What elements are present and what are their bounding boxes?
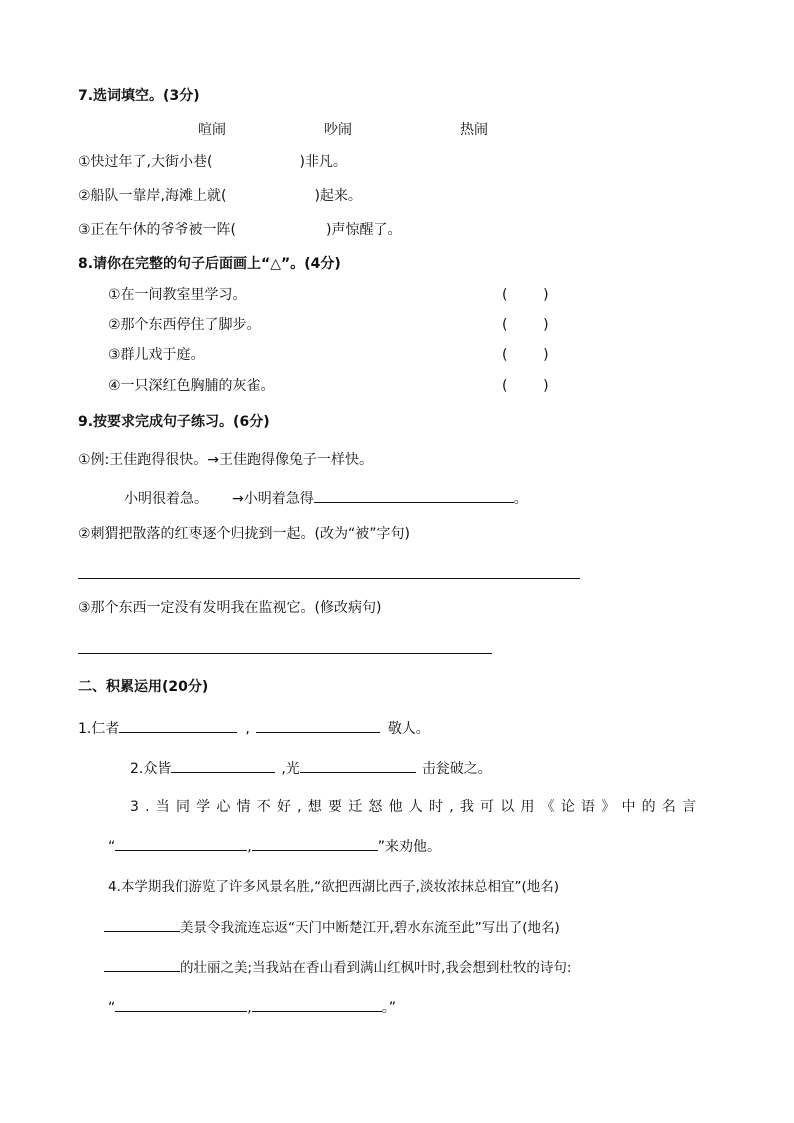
sec2-l3b-blank-2[interactable] [252,836,378,851]
q9-example: ①例:王佳跑得很快。→王佳跑得像兔子一样快。 [78,452,373,468]
q7-item-3 [78,220,401,240]
q9-example-question [124,488,528,509]
q9-example-q-end: 。 [513,491,528,507]
q7-item-3-pre: ③正在午休的爷爷被一阵( [78,222,237,238]
sec2-l2-a: 2.众皆 [130,761,172,777]
q9-example-q-b: →小明着急得 [232,491,314,507]
q8-answer-3[interactable]: ( ) [502,347,549,363]
q8-title: 8.请你在完整的句子后面画上“△”。(4分) [78,256,341,272]
sec2-line-6 [104,957,571,978]
sec2-l2-blank-2[interactable] [300,758,416,773]
q7-item-2 [78,186,362,206]
sec2-l5-blank[interactable] [104,917,180,932]
sec2-l2-c: 击瓮破之。 [421,761,492,777]
sec2-l5-text: 美景令我流连忘返“天门中断楚江开,碧水东流至此”写出了(地名) [180,920,560,936]
q7-item-1-post: )非凡。 [299,154,347,170]
sec2-l2-blank-1[interactable] [171,758,275,773]
sec2-l3b-close: ”来劝他。 [377,839,441,855]
sec2-l3b-comma: , [247,839,252,855]
q8-answer-4[interactable]: ( ) [502,378,549,394]
q9-example-blank[interactable] [314,488,514,503]
sec2-l3b-blank-1[interactable] [115,836,247,851]
q8-item-3: ③群儿戏于庭。 [108,347,205,363]
sec2-l7-comma: , [247,1000,252,1016]
sec2-l6-text: 的壮丽之美;当我站在香山看到满山红枫叶时,我会想到杜牧的诗句: [180,960,572,976]
q7-item-2-post: )起来。 [314,188,362,204]
q9-item-2: ②刺猬把散落的红枣逐个归拢到一起。(改为“被”字句) [78,526,410,542]
q8-answer-1[interactable]: ( ) [502,287,549,303]
q9-item-2-answer-line[interactable] [78,578,580,579]
q7-choice-2: 吵闹 [324,122,352,138]
sec2-l1-b: , [245,721,250,737]
sec2-l1-blank-1[interactable] [119,718,237,733]
section-2-title: 二、积累运用(20分) [78,679,209,695]
sec2-line-3b [108,836,441,857]
sec2-line-7 [108,997,396,1018]
sec2-l3b-open: “ [108,839,116,855]
sec2-l7-close: 。” [381,1000,396,1016]
q9-example-q-a: 小明很着急。 [124,491,208,507]
sec2-l1-blank-2[interactable] [256,718,380,733]
sec2-line-4: 4.本学期我们游览了许多风景名胜,“欲把西湖比西子,淡妆浓抹总相宜”(地名) [108,879,559,895]
q8-item-1: ①在一间教室里学习。 [108,287,247,303]
sec2-line-1 [78,718,430,739]
q9-item-3: ③那个东西一定没有发明我在监视它。(修改病句) [78,600,382,616]
sec2-l1-a: 1.仁者 [78,721,120,737]
sec2-l7-open: “ [108,1000,116,1016]
q7-choice-1: 喧闹 [198,122,226,138]
sec2-line-5 [104,917,560,938]
sec2-l7-blank-1[interactable] [115,997,247,1012]
sec2-line-2 [130,758,492,779]
q9-title: 9.按要求完成句子练习。(6分) [78,414,270,430]
sec2-l6-blank[interactable] [104,957,180,972]
q9-item-3-answer-line[interactable] [78,653,492,654]
q8-answer-2[interactable]: ( ) [502,317,549,333]
sec2-l7-blank-2[interactable] [252,997,382,1012]
q7-title: 7.选词填空。(3分) [78,88,200,104]
q8-item-2: ②那个东西停住了脚步。 [108,317,261,333]
sec2-line-3: 3.当同学心情不好,想要迁怒他人时,我可以用《论语》中的名言 [130,799,703,815]
q7-item-3-post: )声惊醒了。 [326,222,402,238]
q7-choice-3: 热闹 [460,122,488,138]
q8-item-4: ④一只深红色胸脯的灰雀。 [108,378,275,394]
q7-item-2-pre: ②船队一靠岸,海滩上就( [78,188,227,204]
q7-item-1-pre: ①快过年了,大街小巷( [78,154,213,170]
q7-item-1 [78,152,347,172]
sec2-l2-b: ,光 [281,761,300,777]
sec2-l1-c: 敬人。 [387,721,430,737]
